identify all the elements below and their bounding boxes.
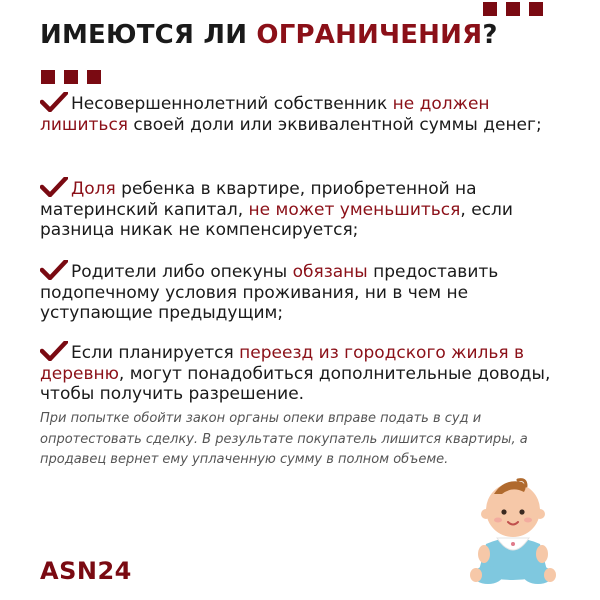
title-accent: ОГРАНИЧЕНИЯ [256, 20, 483, 50]
list-item: Доля ребенка в квартире, приобретенной на материнский капитал, не может уменьшиться, если разница никак не компенсируется; [40, 179, 513, 240]
checkmark-icon [40, 341, 68, 361]
page-title: ИМЕЮТСЯ ЛИ ОГРАНИЧЕНИЯ? [40, 20, 498, 50]
footnote: При попытке обойти закон органы опеки вправе подать в суд и опротестовать сделку. В результате покупатель лишится квартиры, а продавец вернет ему уплаченную сумму в полном объеме. [40, 411, 528, 467]
list-item: Родители либо опекуны обязаны предоставить подопечному условия проживания, ни в чем не уступающие предыдущим; [40, 262, 499, 323]
checkmark-icon [40, 177, 68, 197]
decor-square [41, 70, 55, 84]
decor-square [506, 2, 520, 16]
decor-square [483, 2, 497, 16]
checkmark-icon [40, 260, 68, 280]
decor-square [64, 70, 78, 84]
list-item: Если планируется переезд из городского жилья в деревню, могут понадобиться дополнительные доводы, чтобы получить разрешение. [40, 343, 551, 404]
baby-illustration [468, 476, 558, 588]
list-item: Несовершеннолетний собственник не должен лишиться своей доли или эквивалентной суммы денег; [40, 94, 542, 135]
decor-square [529, 2, 543, 16]
checkmark-icon [40, 92, 68, 112]
decor-square [87, 70, 101, 84]
logo: ASN24 [40, 557, 132, 585]
